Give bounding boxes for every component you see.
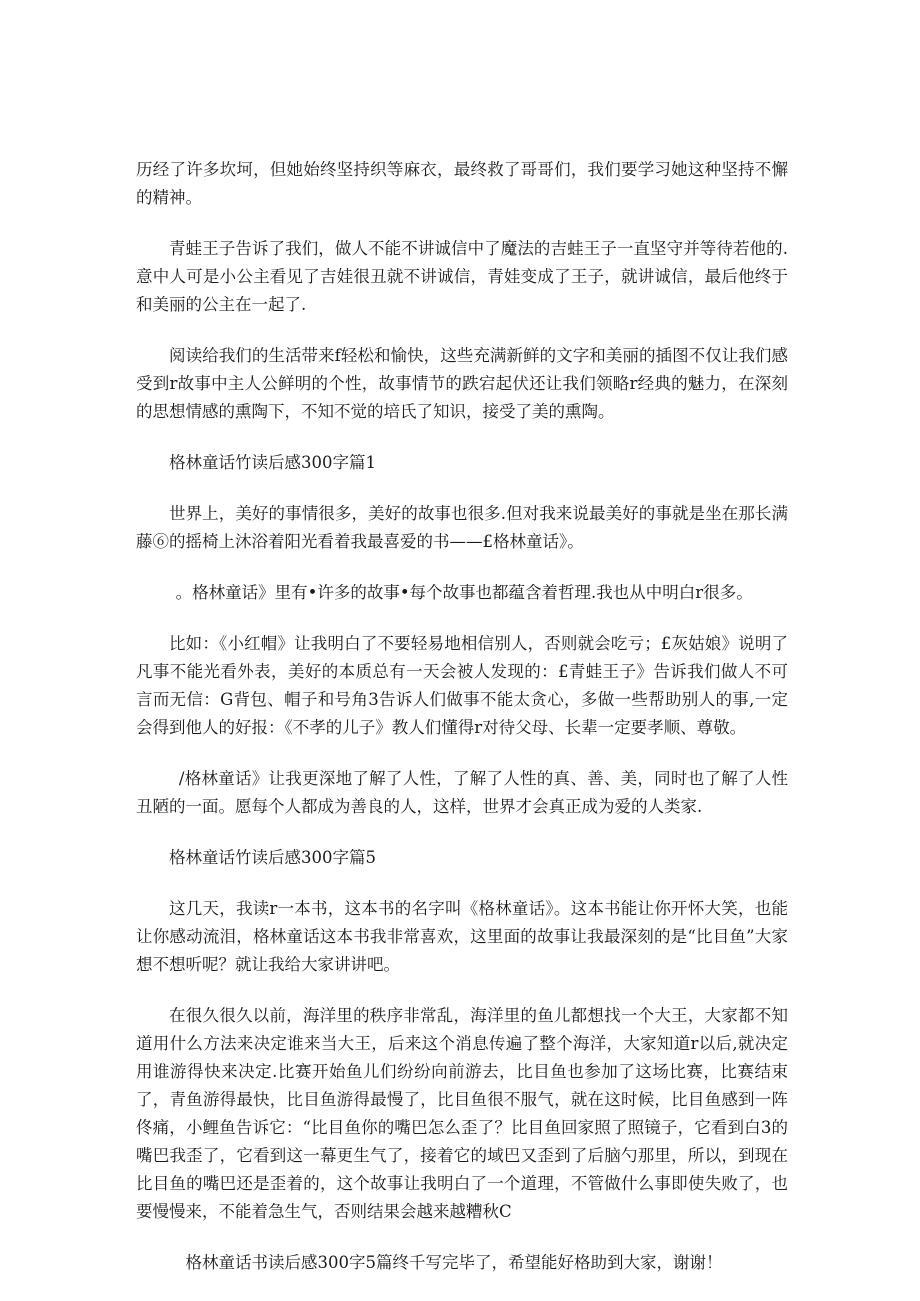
section-heading-1: 格林童话竹读后感300字篇1 xyxy=(169,453,376,472)
paragraph-6: 比如：《小红帽》让我明白了不要轻易地相信别人，否则就会吃亏；£灰姑娘》说明了凡事不能光看外表，美好的本质总有一天会被人发现的：£青蛙王子》告诉我们做人不可言而无信：G背包、帽子和号角3告诉人们做事不能太贪心，多做一些帮助别人的事,一定会得到他人的好报：《不孝的儿子》教人们懂得r对待父母、长辈一定要孝顺、尊敬。 xyxy=(136,634,788,737)
paragraph-2: 青蛙王子告诉了我们，做人不能不讲诚信中了魔法的吉蛙王子一直坚守并等待若他的.意中人可是小公主看见了吉娃很丑就不讲诚信，青娃变成了王子，就讲诚信，最后他终于和美丽的公主在一起了. xyxy=(136,239,788,314)
paragraph-4: 世界上，美好的事情很多，美好的故事也很多.但对我来说最美好的事就是坐在那长满藤⑥的摇椅上沐浴着阳光看着我最喜爱的书——£格林童话》。 xyxy=(136,504,788,551)
paragraph-7: /格林童话》让我更深地了解了人性，了解了人性的真、善、美，同时也了解了人性丑陋的一面。愿每个人都成为善良的人，这样，世界才会真正成为爱的人类家. xyxy=(136,769,788,816)
paragraph-3: 阅读给我们的生活带来f轻松和愉快，这些充满新鲜的文字和美丽的插图不仅让我们感受到r故事中主人公鲜明的个性，故事情节的跌宕起伏还让我们领略r经典的魅力，在深刻的思想情感的熏陶下，不知不觉的培氏了知识，接受了美的熏陶。 xyxy=(136,346,788,421)
paragraph-1: 历经了许多坎坷，但她始终坚持织等麻衣，最终救了哥哥们，我们要学习她这种坚持不懈的精神。 xyxy=(136,160,788,207)
paragraph-5: 。格林童话》里有•许多的故事•每个故事也都蕴含着哲理.我也从中明白r很多。 xyxy=(175,583,753,602)
paragraph-9: 在很久很久以前，海洋里的秩序非常乱，海洋里的鱼儿都想找一个大王，大家都不知道用什么方法来决定谁来当大王，后来这个消息传遍了整个海洋，大家知道r以后,就决定用谁游得快来决定.比赛开始鱼儿们纷纷向前游去，比目鱼也参加了这场比赛，比赛结束了，青鱼游得最快，比目鱼游得最慢了，比目鱼很不服气，就在这时候，比目鱼感到一阵佟痛，小鲤鱼告诉它：“比目鱼你的嘴巴怎么歪了？比目鱼回家照了照镜子，它看到白3的嘴巴我歪了，它看到这一幕更生气了，接着它的域巴又歪到了后脑勺那里，所以，到现在比目鱼的嘴巴还是歪着的，这个故事让我明白了一个道理，不管做什么事即使失败了，也要慢慢来，不能着急生气，否则结果会越来越糟秋C xyxy=(136,1006,788,1221)
closing-note: 格林童话书读后感300字5篇终千写完毕了，希望能好格助到大家，谢谢！ xyxy=(185,1253,723,1272)
section-heading-2: 格林童话竹读后感300字篇5 xyxy=(169,848,376,867)
paragraph-8: 这几天，我读r一本书，这本书的名字叫《格林童话》。这本书能让你开怀大笑，也能让你感动流泪，格林童话这本书我非常喜欢，这里面的故事让我最深刻的是“比目鱼”大家想不想听呢？就让我给大家讲讲吧。 xyxy=(136,899,788,974)
document-body xyxy=(136,156,788,1300)
